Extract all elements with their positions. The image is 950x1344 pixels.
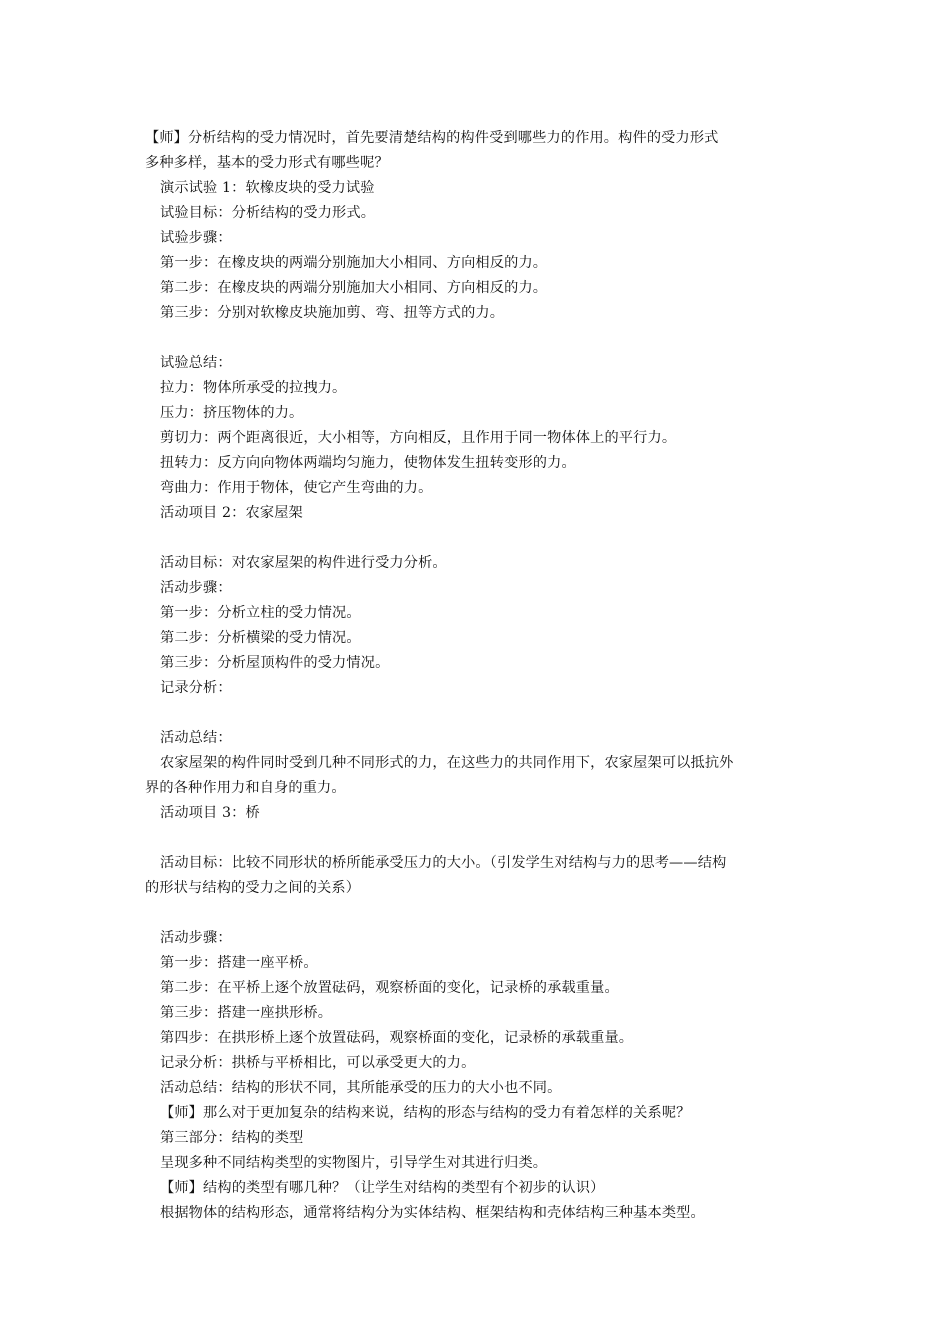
paragraph-line: 演示试验 1：软橡皮块的受力试验: [160, 180, 375, 196]
paragraph-line: 压力：挤压物体的力。: [160, 405, 304, 421]
paragraph-line: 活动步骤：: [160, 580, 232, 596]
paragraph-line: 试验总结：: [160, 355, 232, 371]
paragraph-line: 试验目标：分析结构的受力形式。: [160, 205, 376, 221]
paragraph-line: 的形状与结构的受力之间的关系）: [145, 880, 361, 896]
paragraph-line: 【师】分析结构的受力情况时，首先要清楚结构的构件受到哪些力的作用。构件的受力形式: [145, 130, 719, 146]
paragraph-line: 第三部分：结构的类型: [160, 1130, 304, 1146]
paragraph-line: 活动项目 3：桥: [160, 805, 260, 821]
paragraph-line: 活动项目 2：农家屋架: [160, 505, 303, 521]
paragraph-line: 第三步：分析屋顶构件的受力情况。: [160, 655, 390, 671]
paragraph-line: 活动总结：结构的形状不同，其所能承受的压力的大小也不同。: [160, 1080, 562, 1096]
paragraph-line: 第四步：在拱形桥上逐个放置砝码，观察桥面的变化，记录桥的承载重量。: [160, 1030, 634, 1046]
paragraph-line: 剪切力：两个距离很近，大小相等，方向相反，且作用于同一物体体上的平行力。: [160, 430, 677, 446]
paragraph-line: 扭转力：反方向向物体两端均匀施力，使物体发生扭转变形的力。: [160, 455, 576, 471]
paragraph-line: 拉力：物体所承受的拉拽力。: [160, 380, 347, 396]
paragraph-line: 第三步：分别对软橡皮块施加剪、弯、扭等方式的力。: [160, 305, 505, 321]
paragraph-line: 第一步：搭建一座平桥。: [160, 955, 318, 971]
paragraph-line: 第二步：在平桥上逐个放置砝码，观察桥面的变化，记录桥的承载重量。: [160, 980, 619, 996]
paragraph-line: 农家屋架的构件同时受到几种不同形式的力，在这些力的共同作用下，农家屋架可以抵抗外: [160, 755, 734, 771]
paragraph-line: 界的各种作用力和自身的重力。: [145, 780, 346, 796]
paragraph-line: 弯曲力：作用于物体，使它产生弯曲的力。: [160, 480, 433, 496]
paragraph-line: 多种多样，基本的受力形式有哪些呢？: [145, 155, 389, 171]
paragraph-line: 记录分析：拱桥与平桥相比，可以承受更大的力。: [160, 1055, 476, 1071]
paragraph-line: 第一步：分析立柱的受力情况。: [160, 605, 361, 621]
paragraph-line: 【师】那么对于更加复杂的结构来说，结构的形态与结构的受力有着怎样的关系呢？: [160, 1105, 691, 1121]
paragraph-line: 第三步：搭建一座拱形桥。: [160, 1005, 333, 1021]
paragraph-line: 活动总结：: [160, 730, 232, 746]
paragraph-line: 活动目标：对农家屋架的构件进行受力分析。: [160, 555, 447, 571]
paragraph-line: 第二步：分析横梁的受力情况。: [160, 630, 361, 646]
paragraph-line: 根据物体的结构形态，通常将结构分为实体结构、框架结构和壳体结构三种基本类型。: [160, 1205, 705, 1221]
paragraph-line: 第二步：在橡皮块的两端分别施加大小相同、方向相反的力。: [160, 280, 548, 296]
paragraph-line: 第一步：在橡皮块的两端分别施加大小相同、方向相反的力。: [160, 255, 548, 271]
paragraph-line: 呈现多种不同结构类型的实物图片，引导学生对其进行归类。: [160, 1155, 548, 1171]
paragraph-line: 记录分析：: [160, 680, 232, 696]
paragraph-line: 试验步骤：: [160, 230, 232, 246]
paragraph-line: 活动步骤：: [160, 930, 232, 946]
paragraph-line: 活动目标：比较不同形状的桥所能承受压力的大小。（引发学生对结构与力的思考——结构: [160, 855, 727, 871]
paragraph-line: 【师】结构的类型有哪几种？（让学生对结构的类型有个初步的认识）: [160, 1180, 605, 1196]
